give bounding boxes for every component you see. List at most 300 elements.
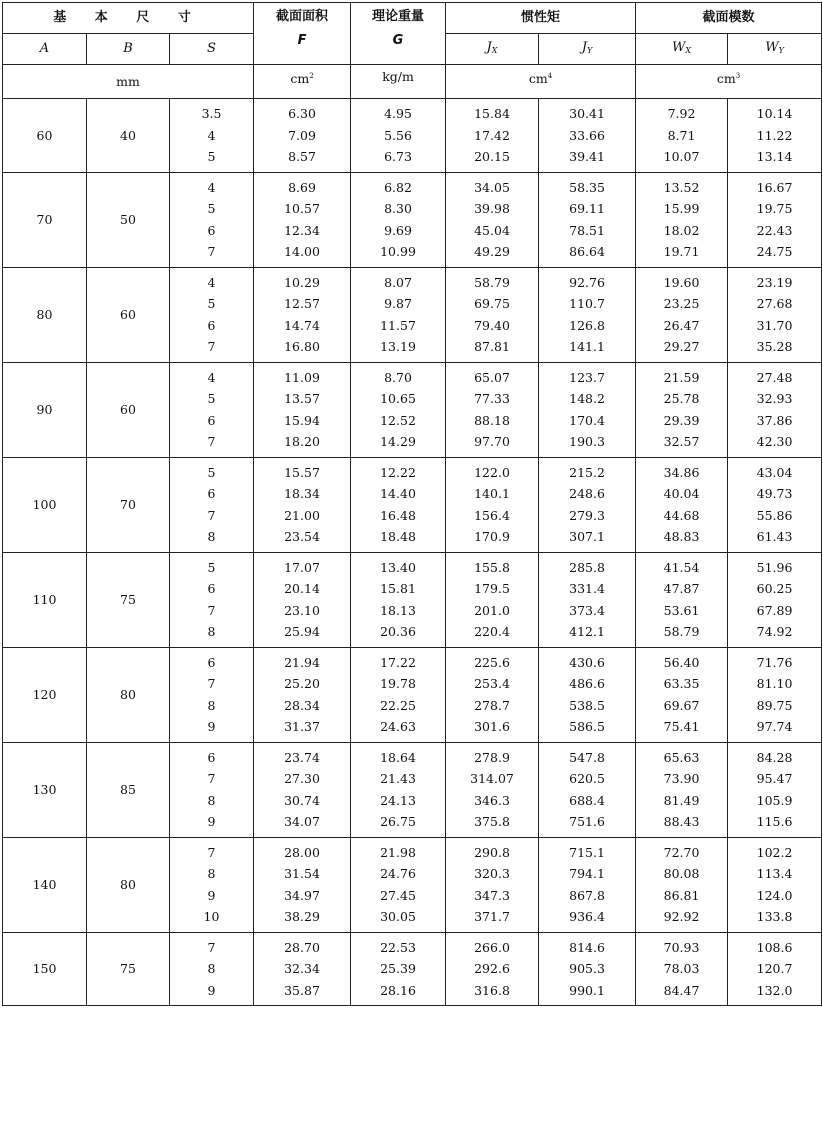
header-theory-weight [351,3,446,65]
cell-WX: 15.99 [663,201,700,216]
cell-S: 4 [207,127,216,143]
cell-JY: 92.76 [569,274,605,290]
cell-A: 110 [3,552,87,647]
cell-JY: 905.3 [569,961,605,976]
cell-WY: 43.04 [756,464,793,480]
cell-JY: 620.5 [569,771,605,786]
cell-S: 7 [207,676,216,691]
cell-G: 20.36 [380,624,416,639]
cell-WX-stack [636,172,728,267]
cell-JY: 751.6 [569,814,605,829]
header-col-S: S [170,34,254,65]
cell-WX: 34.86 [663,464,700,480]
unit-mm: mm [3,65,254,99]
cell-S: 6 [207,486,216,501]
cell-WY-stack [728,172,822,267]
cell-JX: 375.8 [474,814,510,829]
cell-F: 18.20 [284,434,320,449]
cell-S: 8 [207,624,216,639]
cell-B: 50 [87,172,170,267]
cell-F: 31.37 [284,719,320,734]
cell-JY: 215.2 [569,464,605,480]
cell-WX: 73.90 [663,771,700,786]
cell-JY: 307.1 [569,529,605,544]
cell-G: 15.81 [380,581,416,596]
cell-G: 13.19 [380,339,416,354]
cell-WX: 23.25 [663,296,700,311]
cell-WY: 35.28 [756,339,793,354]
cell-JX-stack [446,172,539,267]
header-row-titles [3,3,822,34]
cell-WX: 78.03 [663,961,700,976]
cell-WX: 53.61 [663,602,700,618]
cell-S: 9 [207,887,216,903]
cell-WY-stack [728,552,822,647]
cell-S-stack [170,742,254,837]
cell-G: 12.52 [380,412,416,428]
cell-WX-stack [636,267,728,362]
cell-WX: 19.71 [663,244,700,259]
cell-F: 16.80 [284,339,320,354]
cell-B: 75 [87,552,170,647]
header-section-area [254,3,351,65]
cell-A: 150 [3,932,87,1006]
cell-WY: 55.86 [756,507,793,523]
cell-WY: 67.89 [756,602,793,618]
cell-F: 12.34 [284,222,320,238]
size-group-row [3,457,822,552]
cell-JX: 253.4 [474,676,510,691]
cell-JY: 170.4 [569,412,605,428]
cell-JY: 58.35 [569,179,605,195]
cell-WX: 81.49 [663,792,700,808]
cell-S: 8 [207,697,216,713]
cell-G: 19.78 [380,676,416,691]
cell-JY: 86.64 [569,244,605,259]
cell-S: 7 [207,339,216,354]
cell-WY: 31.70 [756,317,793,333]
cell-WY: 105.9 [756,792,793,808]
cell-F: 14.74 [284,317,320,333]
cell-S: 6 [207,581,216,596]
cell-S: 7 [207,434,216,449]
cell-F: 12.57 [284,296,320,311]
cell-S: 9 [207,982,216,998]
cell-WX: 19.60 [663,274,700,290]
cell-B: 60 [87,362,170,457]
cell-JY: 279.3 [569,507,605,523]
cell-F: 18.34 [284,486,320,501]
cell-WX: 58.79 [663,624,700,639]
cell-S: 4 [207,274,216,290]
cell-WX: 7.92 [667,106,696,121]
cell-G: 12.22 [380,464,416,480]
cell-JX: 65.07 [474,369,510,385]
cell-G: 10.65 [380,391,416,406]
cell-WY: 124.0 [756,887,793,903]
header-section-modulus: 截面模数 [636,3,822,34]
cell-WY-stack [728,457,822,552]
cell-WY: 60.25 [756,581,793,596]
cell-F: 34.97 [284,887,320,903]
cell-S-stack [170,99,254,173]
cell-WX: 88.43 [663,814,700,829]
cell-S: 7 [207,602,216,618]
cell-F-stack [254,837,351,932]
cell-F: 27.30 [284,771,320,786]
cell-JX: 225.6 [474,654,510,670]
size-group-row [3,932,822,1006]
cell-JX-stack [446,647,539,742]
cell-WY: 89.75 [756,697,793,713]
cell-JY: 430.6 [569,654,605,670]
cell-JY: 39.41 [569,149,605,164]
cell-S: 5 [207,149,216,164]
cell-G-stack [351,837,446,932]
cell-WX-stack [636,362,728,457]
unit-kgm: kg/m [351,65,446,99]
cell-JY-stack [539,647,636,742]
cell-WX: 84.47 [663,982,700,998]
cell-G-stack [351,552,446,647]
size-group-row [3,647,822,742]
cell-WY: 102.2 [756,844,793,860]
cell-WY-stack [728,647,822,742]
cell-F: 21.00 [284,507,320,523]
cell-WY: 61.43 [756,529,793,544]
cell-F: 8.57 [288,149,316,164]
cell-S-stack [170,172,254,267]
cell-WY: 22.43 [756,222,793,238]
cell-JY: 69.11 [569,201,605,216]
cell-G: 18.48 [380,529,416,544]
cell-WX: 29.27 [663,339,700,354]
cell-JY: 373.4 [569,602,605,618]
cell-WX: 44.68 [663,507,700,523]
cell-WY: 113.4 [756,866,793,881]
cell-JY-stack [539,99,636,173]
cell-F: 35.87 [284,982,320,998]
cell-F: 38.29 [284,909,320,924]
header-section-area-label: 截面面积 [276,9,329,24]
cell-WY: 10.14 [756,106,793,121]
cell-JX: 220.4 [474,624,510,639]
cell-JX: 77.33 [474,391,510,406]
cell-G: 21.98 [380,844,416,860]
cell-F: 6.30 [288,106,316,121]
cell-G: 13.40 [380,559,416,575]
cell-S: 3.5 [201,106,222,121]
cell-JX: 15.84 [474,106,510,121]
cell-JX: 292.6 [474,961,510,976]
cell-G: 6.73 [384,149,412,164]
cell-G: 6.82 [384,179,412,195]
cell-F: 17.07 [284,559,320,575]
cell-JY: 148.2 [569,391,605,406]
unit-cm3: $cm^3$ [636,65,822,99]
cell-WX: 8.71 [667,127,696,143]
cell-G: 18.13 [380,602,416,618]
cell-S: 4 [207,179,216,195]
cell-WY-stack [728,99,822,173]
cell-S: 7 [207,771,216,786]
cell-JX: 69.75 [474,296,510,311]
cell-WX-stack [636,647,728,742]
cell-JY-stack [539,362,636,457]
cell-B: 60 [87,267,170,362]
cell-F-stack [254,742,351,837]
cell-F: 14.00 [284,244,320,259]
cell-WY: 23.19 [756,274,793,290]
cell-G: 18.64 [380,749,416,765]
cell-F: 30.74 [284,792,320,808]
header-col-WY: $W_Y$ [728,34,822,65]
cell-B: 70 [87,457,170,552]
cell-F: 34.07 [284,814,320,829]
cell-F: 25.94 [284,624,320,639]
header-col-WX: $W_X$ [636,34,728,65]
cell-F: 25.20 [284,676,320,691]
cell-F: 31.54 [284,866,320,881]
cell-S: 6 [207,749,216,765]
cell-JX-stack [446,837,539,932]
cell-B: 85 [87,742,170,837]
cell-WX: 32.57 [663,434,700,449]
cell-S: 7 [207,939,216,955]
cell-G: 4.95 [384,106,412,121]
unit-cm2: $cm^2$ [254,65,351,99]
header-theory-weight-label: 理论重量 [372,9,425,24]
cell-A: 120 [3,647,87,742]
cell-G-stack [351,267,446,362]
cell-WX: 48.83 [663,529,700,544]
cell-JX-stack [446,742,539,837]
size-group-row [3,837,822,932]
cell-F-stack [254,932,351,1006]
cell-A: 70 [3,172,87,267]
cell-JY-stack [539,742,636,837]
cell-WX: 47.87 [663,581,700,596]
cell-S: 7 [207,844,216,860]
cell-G: 16.48 [380,507,416,523]
cell-G-stack [351,457,446,552]
cell-JX: 371.7 [474,909,510,924]
cell-JX: 45.04 [474,222,510,238]
cell-JY: 794.1 [569,866,605,881]
cell-G: 9.87 [384,296,412,311]
cell-S: 6 [207,317,216,333]
cell-JX: 179.5 [474,581,510,596]
cell-F-stack [254,267,351,362]
cell-S: 6 [207,654,216,670]
cell-WY-stack [728,267,822,362]
cell-A: 80 [3,267,87,362]
cell-JX: 155.8 [474,559,510,575]
cell-JY-stack [539,457,636,552]
cell-S: 8 [207,792,216,808]
size-group-row [3,552,822,647]
cell-A: 130 [3,742,87,837]
cell-JY-stack [539,267,636,362]
cell-JX-stack [446,267,539,362]
cell-WX: 26.47 [663,317,700,333]
cell-S: 5 [207,464,216,480]
cell-G-stack [351,932,446,1006]
cell-G: 21.43 [380,771,416,786]
cell-WY: 11.22 [756,127,793,143]
cell-F-stack [254,647,351,742]
cell-F: 32.34 [284,961,320,976]
cell-WY: 115.6 [756,814,793,829]
cell-JY: 936.4 [569,909,605,924]
cell-WX: 40.04 [663,486,700,501]
header-col-F: F [297,33,307,48]
cell-JY: 33.66 [569,127,605,143]
cell-F-stack [254,362,351,457]
cell-WX: 69.67 [663,697,700,713]
cell-JX: 79.40 [474,317,510,333]
cell-G-stack [351,172,446,267]
cell-JY: 688.4 [569,792,605,808]
cell-WY: 37.86 [756,412,793,428]
cell-G: 22.25 [380,697,416,713]
cell-F: 15.57 [284,464,320,480]
cell-S: 6 [207,412,216,428]
cell-WY: 120.7 [756,961,793,976]
cell-JY: 126.8 [569,317,605,333]
cell-JY: 538.5 [569,697,605,713]
cell-WY: 81.10 [756,676,793,691]
cell-S: 7 [207,244,216,259]
cell-G: 24.13 [380,792,416,808]
cell-A: 140 [3,837,87,932]
header-col-JX: $J_X$ [446,34,539,65]
cell-G: 22.53 [380,939,416,955]
cell-JX: 201.0 [474,602,510,618]
cell-JX: 290.8 [474,844,510,860]
cell-S: 5 [207,559,216,575]
cell-WX: 70.93 [663,939,700,955]
cell-G: 11.57 [380,317,416,333]
cell-JY: 412.1 [569,624,605,639]
cell-WX: 86.81 [663,887,700,903]
cell-JX: 314.07 [470,771,514,786]
cell-WX: 80.08 [663,866,700,881]
cell-WX-stack [636,742,728,837]
cell-G-stack [351,362,446,457]
size-group-row [3,267,822,362]
cell-G: 8.70 [384,369,412,385]
size-group-row [3,99,822,173]
cell-S: 5 [207,296,216,311]
cell-JX: 170.9 [474,529,510,544]
cell-S: 9 [207,719,216,734]
cell-F-stack [254,172,351,267]
cell-WX: 25.78 [663,391,700,406]
cell-WY: 95.47 [756,771,793,786]
cell-JX-stack [446,932,539,1006]
cell-F: 11.09 [284,369,320,385]
cell-G: 8.30 [384,201,412,216]
cell-JY: 123.7 [569,369,605,385]
cell-F-stack [254,99,351,173]
cell-JY: 248.6 [569,486,605,501]
size-group-row [3,362,822,457]
cell-JY-stack [539,172,636,267]
size-group-row [3,172,822,267]
cell-JY: 285.8 [569,559,605,575]
cell-S-stack [170,837,254,932]
cell-G: 5.56 [384,127,412,143]
cell-B: 80 [87,837,170,932]
cell-S: 6 [207,222,216,238]
cell-JX: 20.15 [474,149,510,164]
cell-JX-stack [446,362,539,457]
cell-WX: 13.52 [663,179,700,195]
cell-WY: 49.73 [756,486,793,501]
cell-JY: 110.7 [569,296,605,311]
cell-G: 8.07 [384,274,412,290]
cell-G: 25.39 [380,961,416,976]
cell-JX: 156.4 [474,507,510,523]
cell-WX-stack [636,837,728,932]
cell-JX: 346.3 [474,792,510,808]
cell-WY-stack [728,932,822,1006]
header-col-JY: $J_Y$ [539,34,636,65]
cell-JY: 141.1 [569,339,605,354]
cell-F-stack [254,552,351,647]
cell-S: 8 [207,866,216,881]
cell-WX: 41.54 [663,559,700,575]
cell-B: 75 [87,932,170,1006]
cell-JY: 331.4 [569,581,605,596]
cell-WY: 32.93 [756,391,793,406]
cell-F: 10.57 [284,201,320,216]
cell-G: 30.05 [380,909,416,924]
cell-WY-stack [728,362,822,457]
cell-WY: 71.76 [756,654,793,670]
cell-S-stack [170,362,254,457]
cell-F: 8.69 [288,179,316,195]
unit-cm4: $cm^4$ [446,65,636,99]
cell-JX-stack [446,99,539,173]
cell-S: 10 [203,909,220,924]
cell-JX-stack [446,552,539,647]
cell-JY-stack [539,552,636,647]
cell-WX: 75.41 [663,719,700,734]
cell-WY: 19.75 [756,201,793,216]
cell-S: 8 [207,961,216,976]
cell-WY: 74.92 [756,624,793,639]
cell-WY-stack [728,837,822,932]
cell-JX-stack [446,457,539,552]
cell-JY: 78.51 [569,222,605,238]
cell-G: 9.69 [384,222,412,238]
cell-S: 8 [207,529,216,544]
cell-JY: 586.5 [569,719,605,734]
cell-G: 17.22 [380,654,416,670]
cell-JX: 58.79 [474,274,510,290]
cell-WY: 24.75 [756,244,793,259]
cell-WX: 56.40 [663,654,700,670]
cell-S: 4 [207,369,216,385]
cell-WY: 84.28 [756,749,793,765]
cell-JX: 49.29 [474,244,510,259]
cell-F: 23.74 [284,749,320,765]
cell-G-stack [351,647,446,742]
header-col-A: A [3,34,87,65]
cell-WX: 10.07 [663,149,700,164]
